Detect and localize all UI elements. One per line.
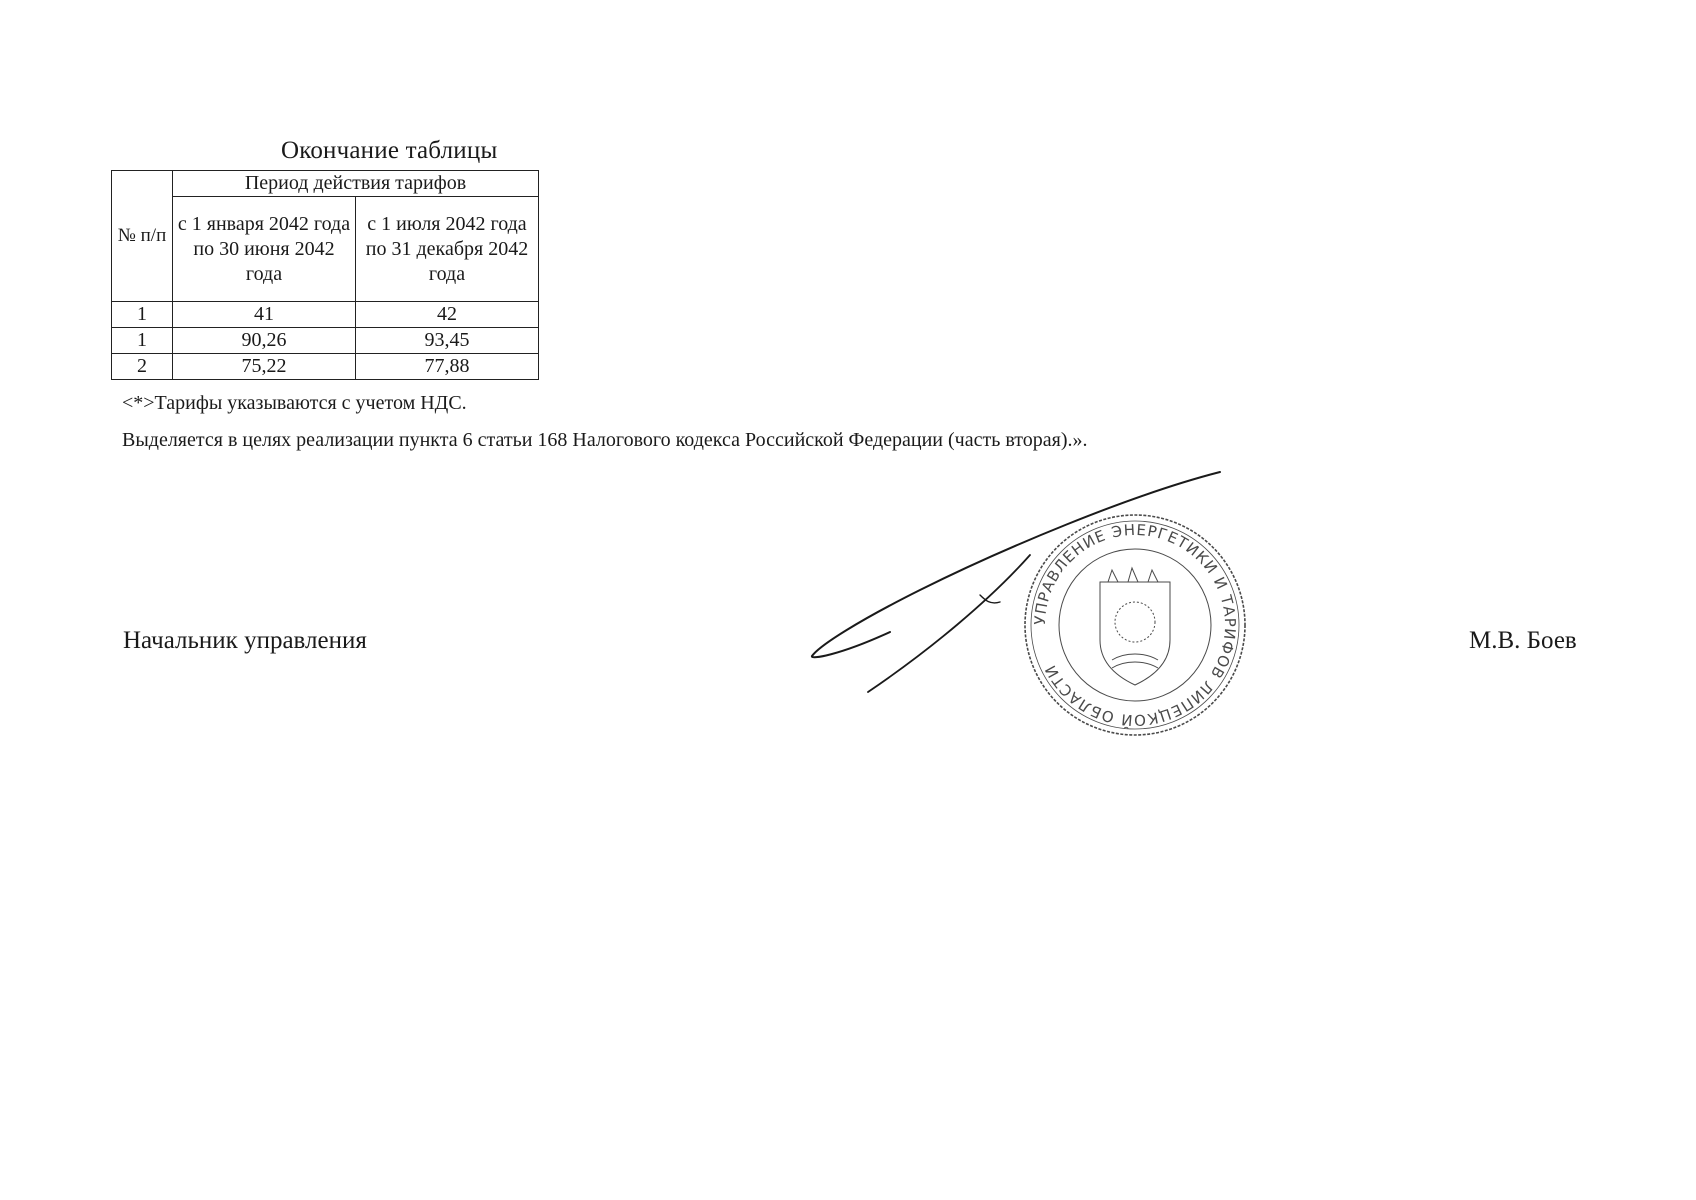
table-cell: 90,26 xyxy=(173,328,356,354)
stamp-text: УПРАВЛЕНИЕ ЭНЕРГЕТИКИ И ТАРИФОВ ЛИПЕЦКОЙ ОБЛАСТИ xyxy=(1030,520,1240,730)
vat-note: <*>Тарифы указываются с учетом НДС. xyxy=(122,392,467,414)
table-cell: 75,22 xyxy=(173,354,356,380)
stamp-center-ring xyxy=(1059,549,1211,701)
official-stamp xyxy=(1020,510,1250,740)
table-cell: 93,45 xyxy=(356,328,539,354)
signatory-name: М.В. Боев xyxy=(1469,627,1577,654)
table-row xyxy=(112,354,539,380)
table-header-period-first-half: с 1 января 2042 года по 30 июня 2042 года xyxy=(173,197,356,302)
table-cell: 1 xyxy=(112,302,173,328)
tax-code-note: Выделяется в целях реализации пункта 6 статьи 168 Налогового кодекса Российской Федерации (часть вторая).». xyxy=(122,429,1088,451)
stamp-outer-ring xyxy=(1025,515,1245,735)
table-cell: 77,88 xyxy=(356,354,539,380)
table-row xyxy=(112,328,539,354)
tariff-table xyxy=(111,170,539,380)
table-cell: 2 xyxy=(112,354,173,380)
table-cell: 42 xyxy=(356,302,539,328)
table-header-period-second-half: с 1 июля 2042 года по 31 декабря 2042 года xyxy=(356,197,539,302)
signatory-title: Начальник управления xyxy=(123,627,367,654)
table-caption: Окончание таблицы xyxy=(281,137,498,164)
table-cell: 41 xyxy=(173,302,356,328)
table-row xyxy=(112,302,539,328)
table-header-number: № п/п xyxy=(112,171,173,302)
coat-of-arms-icon xyxy=(1100,568,1170,685)
table-header-period: Период действия тарифов xyxy=(173,171,539,197)
table-cell: 1 xyxy=(112,328,173,354)
